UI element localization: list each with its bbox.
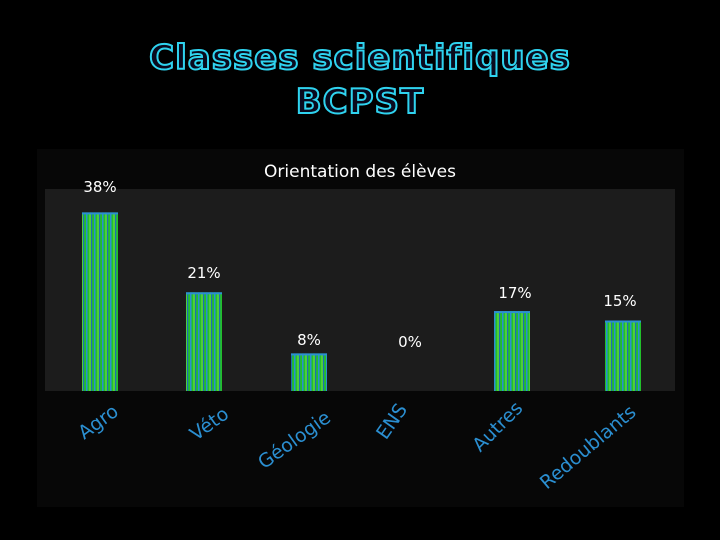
bar-véto <box>186 292 222 391</box>
category-label: Véto <box>185 402 234 446</box>
bar-chart <box>37 149 684 507</box>
category-label: Agro <box>74 400 123 444</box>
bar-top-edge <box>605 321 641 323</box>
chart-title: Orientation des élèves <box>264 162 456 182</box>
category-label: Redoublants <box>535 401 641 494</box>
plot-area <box>45 189 675 391</box>
value-label: 17% <box>498 284 532 302</box>
bar-top-edge <box>494 311 530 313</box>
bar-autres <box>494 311 530 391</box>
value-label: 15% <box>603 292 637 310</box>
category-label: Autres <box>468 397 528 457</box>
value-label: 21% <box>187 264 221 282</box>
value-label: 8% <box>297 331 321 349</box>
bar-agro <box>82 212 118 391</box>
bar-redoublants <box>605 321 641 392</box>
category-label: ENS <box>372 399 413 444</box>
bar-top-edge <box>186 292 222 294</box>
chart-panel <box>37 149 684 507</box>
value-label: 38% <box>83 178 117 196</box>
slide-title-line-1: Classes scientifiques <box>149 38 571 78</box>
category-label: Géologie <box>254 406 335 474</box>
slide-title-line-2: BCPST <box>295 82 425 122</box>
bar-top-edge <box>291 353 327 355</box>
bar-géologie <box>291 353 327 391</box>
bar-top-edge <box>82 212 118 214</box>
value-label: 0% <box>398 333 422 351</box>
